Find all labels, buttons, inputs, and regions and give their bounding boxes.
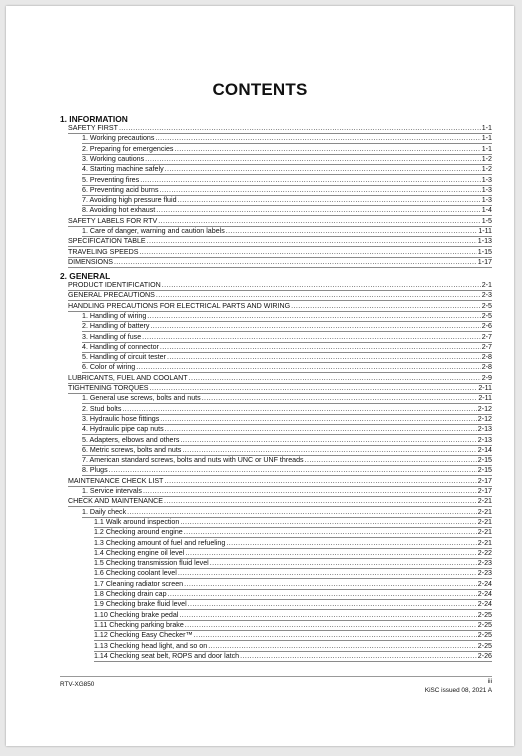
toc-entry-page: 1-2 [481, 165, 492, 174]
dot-leader [164, 476, 476, 486]
dot-leader [291, 301, 481, 311]
section-heading: 1. INFORMATION [60, 114, 128, 124]
dot-leader [179, 610, 476, 620]
toc-entry-label: 6. Metric screws, bolts and nuts [82, 445, 182, 454]
dot-leader [184, 579, 477, 589]
dot-leader [178, 195, 481, 205]
toc-entry-page: 2-8 [481, 353, 492, 362]
toc-entry-page: 2-21 [477, 517, 492, 526]
dot-leader [174, 144, 480, 154]
toc-entry-page: 2-17 [477, 487, 492, 495]
toc-entry-label: 1.8 Checking drain cap [94, 590, 167, 598]
toc-entry[interactable] [68, 257, 492, 268]
toc-entry-page: 2-21 [477, 528, 492, 537]
toc-entry-label: PRODUCT IDENTIFICATION [68, 281, 161, 289]
toc-entry-label: 5. Handling of circuit tester [82, 353, 166, 362]
toc-entry-label: DIMENSIONS [68, 257, 113, 266]
toc-entry-page: 1-2 [481, 154, 492, 163]
dot-leader [210, 558, 477, 568]
toc-entry-page: 1-5 [481, 216, 492, 225]
dot-leader [185, 620, 477, 630]
dot-leader [185, 548, 476, 558]
toc-entry-page: 2-21 [477, 497, 492, 506]
dot-leader [184, 527, 477, 537]
dot-leader [114, 257, 477, 267]
toc-entry-page: 2-24 [477, 600, 492, 609]
toc-entry-page: 2-11 [478, 394, 492, 403]
toc-entry-label: 6. Preventing acid burns [82, 185, 159, 194]
toc-entry-page: 2-21 [477, 538, 492, 547]
toc-entry-page: 1-4 [481, 206, 492, 215]
toc-entry-page: 2-25 [477, 610, 492, 619]
toc-entry-page: 2-12 [477, 414, 492, 423]
toc-entry-label: 4. Starting machine safely [82, 165, 164, 174]
page-title: CONTENTS [212, 80, 308, 99]
toc-entry-page: 1-3 [481, 185, 492, 194]
dot-leader [165, 424, 477, 434]
toc-entry-page: 1-13 [477, 237, 492, 246]
toc-entry-page: 2-17 [477, 476, 492, 485]
toc-entry-page: 2-3 [481, 291, 492, 300]
toc-entry-label: CHECK AND MAINTENANCE [68, 497, 163, 506]
dot-leader [150, 383, 478, 393]
dot-leader [160, 342, 481, 352]
toc-entry-page: 2-12 [477, 404, 492, 413]
toc-entry-label: 3. Working cautions [82, 154, 145, 163]
dot-leader [180, 517, 476, 527]
dot-leader [145, 154, 481, 164]
toc-entry-page: 1-3 [481, 196, 492, 205]
dot-leader [194, 630, 477, 640]
toc-entry-page: 2-23 [477, 559, 492, 568]
toc-entry-label: 1. Handling of wiring [82, 311, 147, 320]
toc-entry-page: 2-8 [481, 363, 492, 372]
toc-entry-label: 1. Service intervals [82, 487, 142, 495]
dot-leader [164, 496, 477, 506]
toc-entry-label: 1.9 Checking brake fluid level [94, 600, 187, 609]
toc-entry-label: 8. Plugs [82, 466, 108, 475]
toc-entry-label: 1.1 Walk around inspection [94, 517, 180, 526]
toc-entry-label: 1.6 Checking coolant level [94, 569, 177, 578]
toc-entry-label: TIGHTENING TORQUES [68, 384, 149, 392]
dot-leader [147, 236, 477, 246]
dot-leader [140, 175, 481, 185]
dot-leader [136, 362, 481, 372]
dot-leader [240, 651, 477, 661]
toc-entry-label: 1. Working precautions [82, 134, 155, 143]
toc-entry-label: 4. Hydraulic pipe cap nuts [82, 425, 164, 434]
dot-leader [188, 599, 477, 609]
toc-entry-page: 2-14 [477, 445, 492, 454]
toc-entry-label: LUBRICANTS, FUEL AND COOLANT [68, 373, 188, 382]
toc-entry-label: 4. Handling of connector [82, 342, 159, 351]
toc-entry-page: 2-23 [477, 569, 492, 578]
toc-entry-page: 2-25 [477, 641, 492, 650]
dot-leader [155, 133, 480, 143]
footer-divider [60, 676, 492, 677]
dot-leader [156, 290, 481, 300]
toc-entry-page: 1-11 [478, 227, 492, 235]
toc-entry-page: 2-7 [481, 342, 492, 351]
dot-leader [119, 123, 481, 133]
toc-entry-page: 1-15 [477, 247, 492, 256]
toc-entry-label: 3. Handling of fuse [82, 332, 142, 341]
document-page [6, 6, 514, 746]
toc-entry-page: 2-26 [477, 651, 492, 660]
dot-leader [305, 455, 477, 465]
dot-leader [226, 538, 476, 548]
toc-entry-page: 2-13 [477, 425, 492, 434]
dot-leader [165, 164, 481, 174]
toc-entry-page: 1-1 [481, 144, 492, 153]
dot-leader [158, 216, 481, 226]
section-heading: 2. GENERAL [60, 271, 111, 281]
toc-entry-label: SPECIFICATION TABLE [68, 237, 146, 246]
toc-entry-page: 2-24 [477, 590, 492, 598]
dot-leader [139, 247, 476, 257]
toc-entry-page: 2-15 [477, 456, 492, 465]
toc-entry-page: 1-1 [481, 134, 492, 143]
toc-entry-page: 2-11 [478, 384, 492, 392]
toc-entry-label: 5. Adapters, elbows and others [82, 435, 180, 444]
toc-entry-page: 2-15 [477, 466, 492, 475]
toc-entry-page: 2-7 [481, 332, 492, 341]
dot-leader [208, 641, 477, 651]
toc-entry-page: 2-25 [477, 631, 492, 640]
dot-leader [142, 332, 481, 342]
toc-entry-label: 7. American standard screws, bolts and nuts with UNC or UNF threads [82, 456, 304, 465]
toc-entry-label: 1.12 Checking Easy Checker™ [94, 631, 193, 640]
toc-entry-page: 2-21 [477, 507, 492, 516]
toc-entry-page: 2-22 [477, 548, 492, 557]
dot-leader [226, 226, 478, 236]
toc-entry-label: 1.14 Checking seat belt, ROPS and door latch [94, 651, 240, 660]
toc-entry-label: TRAVELING SPEEDS [68, 247, 139, 256]
toc-entry-page: 1-3 [481, 175, 492, 184]
dot-leader [122, 404, 476, 414]
toc-entry-label: HANDLING PRECAUTIONS FOR ELECTRICAL PARTS AND WIRING [68, 301, 291, 310]
footer-page-number: iii [487, 678, 492, 685]
dot-leader [160, 185, 481, 195]
dot-leader [150, 321, 480, 331]
dot-leader [162, 280, 481, 290]
toc-entry-label: 1. Daily check [82, 507, 127, 516]
dot-leader [160, 414, 477, 424]
dot-leader [156, 205, 481, 215]
toc-entry-page: 2-9 [481, 373, 492, 382]
dot-leader [109, 465, 477, 475]
dot-leader [178, 568, 477, 578]
toc-entry-page: 2-25 [477, 620, 492, 629]
toc-entry-label: 1.7 Cleaning radiator screen [94, 579, 184, 588]
toc-entry-label: 1. General use screws, bolts and nuts [82, 394, 201, 403]
toc-entry-label: 3. Hydraulic hose fittings [82, 414, 160, 423]
dot-leader [180, 435, 476, 445]
toc-entry-label: 6. Color of wiring [82, 363, 136, 372]
toc-entry[interactable] [94, 651, 492, 662]
toc-entry-label: SAFETY LABELS FOR RTV [68, 216, 158, 225]
toc-entry-label: 1.13 Checking head light, and so on [94, 641, 208, 650]
toc-entry-label: 1.3 Checking amount of fuel and refueling [94, 538, 226, 547]
toc-entry-label: 1.2 Checking around engine [94, 528, 183, 537]
toc-entry-label: GENERAL PRECAUTIONS [68, 291, 155, 300]
toc-entry-page: 1-17 [477, 257, 492, 266]
footer-issued: KiSC issued 08, 2021 A [424, 687, 492, 694]
toc-entry-label: MAINTENANCE CHECK LIST [68, 476, 164, 485]
dot-leader [168, 589, 477, 599]
toc-entry-label: 1.10 Checking brake pedal [94, 610, 179, 619]
dot-leader [202, 393, 478, 403]
toc-entry-label: 1.11 Checking parking brake [94, 620, 184, 629]
toc-entry-label: 8. Avoiding hot exhaust [82, 206, 156, 215]
toc-entry-label: 1. Care of danger, warning and caution labels [82, 227, 225, 235]
dot-leader [167, 352, 481, 362]
toc-entry-page: 2-5 [481, 311, 492, 320]
toc-entry-page: 2-24 [477, 579, 492, 588]
toc-entry-page: 2-5 [481, 301, 492, 310]
toc-entry-label: 2. Stud bolts [82, 404, 122, 413]
toc-entry-label: 1.4 Checking engine oil level [94, 548, 185, 557]
footer-model: RTV-XG850 [60, 681, 95, 688]
dot-leader [189, 373, 481, 383]
dot-leader [182, 445, 476, 455]
toc-entry-page: 2-6 [481, 322, 492, 331]
dot-leader [143, 486, 477, 496]
dot-leader [127, 507, 477, 517]
toc-entry-page: 2-1 [481, 281, 492, 289]
toc-entry-label: 5. Preventing fires [82, 175, 140, 184]
toc-entry-label: 1.5 Checking transmission fluid level [94, 559, 209, 568]
toc-entry-label: 2. Handling of battery [82, 322, 150, 331]
dot-leader [147, 311, 480, 321]
toc-entry-label: 7. Avoiding high pressure fluid [82, 196, 177, 205]
toc-entry-page: 2-13 [477, 435, 492, 444]
toc-entry-label: SAFETY FIRST [68, 124, 118, 132]
toc-entry-page: 1-1 [481, 124, 492, 132]
toc-entry-label: 2. Preparing for emergencies [82, 144, 174, 153]
